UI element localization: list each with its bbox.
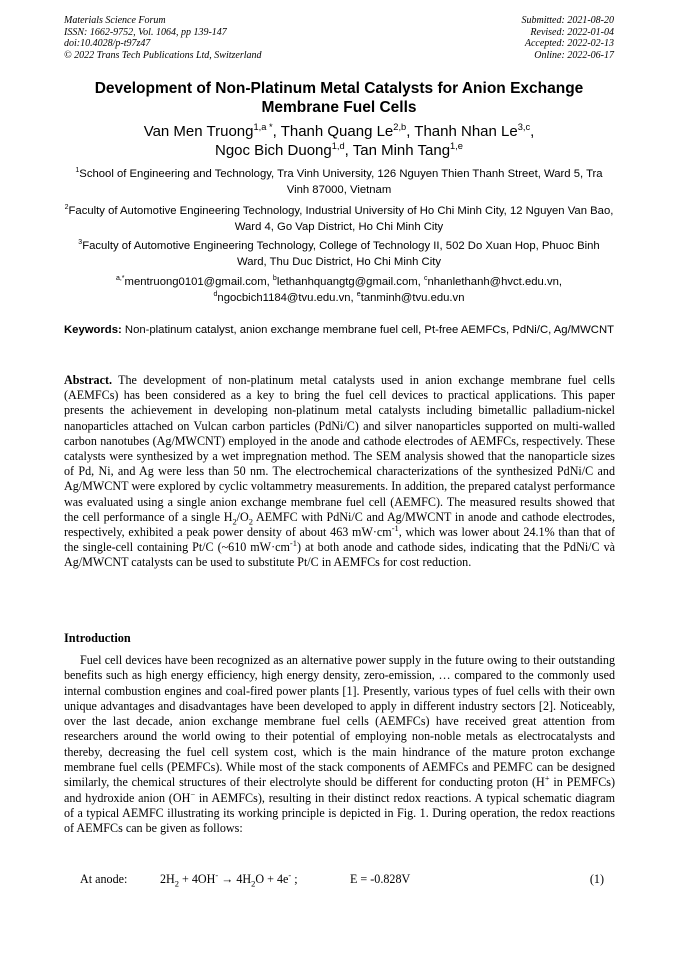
email-mark: e [356,291,361,299]
submitted-date: Submitted: 2021-08-20 [521,15,614,26]
email-mark: c [423,275,428,283]
author-affiliation-mark: 1,d [331,141,345,151]
equation-number: (1) [589,872,604,886]
section-heading: Introduction [64,631,131,645]
revised-date: Revised: 2022-01-04 [530,26,614,38]
affiliation-3 [64,238,614,270]
intro-text: in AEMFCs), resulting in their distinct redox reactions. A typical schematic diagram of a typical AEMFC illustrating its working principle is depicted in Fig. 1. During operation, the redox reactions of AEMFCs can be given as follows: [64,790,616,836]
author-name: Tan Minh Tang [352,142,451,159]
journal-doi: doi:10.4028/p-t97z47 [64,38,151,50]
email-list: $^{a,*}$mentruong0101@gmail.com, $^b$lethanhquangtg@gmail.com, $^c$nhanlethanh@hvct.edu.vn, $^d$ngocbich1184@tvu.edu.vn, $^e$tanminh@tvu.edu.vn [115,275,563,304]
abstract-text: /O [236,509,249,524]
author-name: Van Men Truong [143,123,254,140]
introduction-paragraph [64,653,615,837]
email-link[interactable]: tanminh@tvu.edu.vn [360,292,465,304]
affiliation-text: Faculty of Automotive Engineering Technology, College of Technology II, 502 Do Xuan Hop, Phuoc Binh Ward, Thu Duc District, Ho Chi Minh City [82,240,600,268]
journal-issn: ISSN: 1662-9752, Vol. 1064, pp 139-147 [64,26,227,38]
author-affiliation-mark: 2,b [393,122,407,132]
author-name: Thanh Quang Le [280,123,394,140]
paper-title: Development of Non-Platinum Metal Catalysts for Anion Exchange Membrane Fuel Cells [94,80,584,116]
affiliation-text: School of Engineering and Technology, Tra Vinh University, 126 Nguyen Thien Thanh Street, Ward 5, Tra Vinh 87000, Vietnam [79,168,603,196]
keywords-label: Keywords: [64,324,122,336]
formula-part: ; [291,872,298,886]
equation-1 [80,869,604,889]
email-mark: a,* [115,275,125,283]
affiliation-1 [64,166,614,198]
affiliation-mark: 1 [75,167,80,175]
author-affiliation-mark: 1,a * [253,122,273,132]
journal-name: Materials Science Forum [64,15,166,26]
superscript: -1 [289,538,297,549]
abstract-text: ) at both anode and cathode sides, indicating that the PdNi/C và Ag/MWCNT catalysts can be used to substitute Pt/C in AEMFCs for cost reduction. [64,540,615,570]
formula-part: O + 4e [255,872,289,886]
accepted-date: Accepted: 2022-02-13 [524,38,614,50]
formula-part: → 4H [218,872,252,886]
author-list: Van Men Truong$^{1,a *}$, Thanh Quang Le$^{2,b}$, Thanh Nhan Le$^{3,c}$, Ngoc Bich Duong$^{1,d}$, Tan Minh Tang$^{1,e}$ [143,122,535,159]
equation-label: At anode: [80,872,128,886]
journal-copyright: © 2022 Trans Tech Publications Ltd, Switzerland [64,49,262,61]
superscript: - [288,869,292,880]
abstract-text: , which was lower about 24.1% than that of the single-cell containing Pt/C (~610 mW·cm [64,525,615,555]
affiliation-mark: 2 [64,204,69,212]
superscript: - [215,869,219,880]
superscript: + [544,773,550,784]
author-affiliation-mark: 1,e [450,141,463,151]
author-name: Ngoc Bich Duong [215,142,332,159]
superscript: − [190,788,196,799]
email-link[interactable]: ngocbich1184@tvu.edu.vn [217,292,351,304]
author-name: Thanh Nhan Le [414,123,518,140]
email-mark: b [272,275,277,283]
equation-formula [160,869,298,889]
abstract [64,373,615,571]
affiliation-text: Faculty of Automotive Engineering Technology, Industrial University of Ho Chi Minh City, 12 Nguyen Van Bao, Ward 4, Go Vap District, Ho Chi Minh City [68,205,614,233]
equation-potential: E = -0.828V [350,872,411,886]
abstract-text: AEMFC with PdNi/C and Ag/MWCNT in anode and cathode electrodes, respectively, exhibited a peak power density of about 463 mW·cm [64,509,615,540]
subscript: 2 [248,516,253,527]
journal-header [64,15,262,61]
formula-part: + 4OH [179,872,216,886]
keywords [64,323,616,339]
online-date: Online: 2022-06-17 [534,49,614,61]
subscript: 2 [174,878,180,889]
keywords-text: Non-platinum catalyst, anion exchange membrane fuel cell, Pt-free AEMFCs, PdNi/C, Ag/MWCNT [124,324,614,336]
email-link[interactable]: mentruong0101@gmail.com [124,276,267,288]
abstract-label: Abstract. [64,373,113,387]
formula-part: 2H [160,872,175,886]
affiliation-mark: 3 [78,239,83,247]
author-affiliation-mark: 3,c [517,122,531,132]
subscript: 2 [251,878,256,889]
email-mark: d [213,291,218,299]
intro-text: in PEMFCs) and hydroxide anion (OH [64,775,615,805]
affiliation-2 [64,203,614,235]
abstract-text: The development of non-platinum metal catalysts used in anion exchange membrane fuel cells (AEMFCs) has been considered as a key to bring the fuel cell devices to practical applications. This paper presents the achievement in developing non-platinum metal catalysts including bimetallic palladium-nickel nanoparticles attached on Vulcan carbon particles (PdNi/C) and silver nanoparticles supported on multi-walled carbon nanotubes (Ag/MWCNT) employed in the anode and cathode electrodes of AEMFCs, respectively. These catalysts were synthesized by a wet impregnation method. The SEM analysis showed that the nanoparticle sizes of Pd, Ni, and Ag were less than 50 nm. The electrochemical characterizations of the synthesized PdNi/C and Ag/MWCNT were explored by cyclic voltammetry measurements. In addition, the prepared catalyst performance was evaluated using a single anion exchange membrane fuel cell (AEMFC). The measured results showed that the cell performance of a single H [64,373,615,524]
dates-header [522,15,615,61]
intro-text: Fuel cell devices have been recognized as an alternative power supply in the future owing to their outstanding benefits such as high energy efficiency, high energy density, zero-emission, … compared to the commonly used internal combustion engines and coal-fired power plants [1]. Presently, various types of fuel cells with their own unique advantages and disadvantages have been developed to apply in different industry sectors [2]. Noticeably, over the last decade, anion exchange membrane fuel cells (AEMFCs) have received great attention from researchers around the world owing to their potential of employing non-noble metals as electrocatalysts and thereby, decreasing the fuel cell system cost, which is the main hindrance of the mature proton exchange membrane fuel cells (PEMFCs). While most of the stack components of AEMFCs and PEMFC can be designed similarly, the chemical structures of their electrolyte should be different for conducting proton (H [64,653,615,790]
subscript: 2 [232,516,237,527]
email-link[interactable]: nhanlethanh@hvct.edu.vn [427,276,559,288]
superscript: -1 [391,523,399,533]
email-link[interactable]: lethanhquangtg@gmail.com [276,276,418,288]
